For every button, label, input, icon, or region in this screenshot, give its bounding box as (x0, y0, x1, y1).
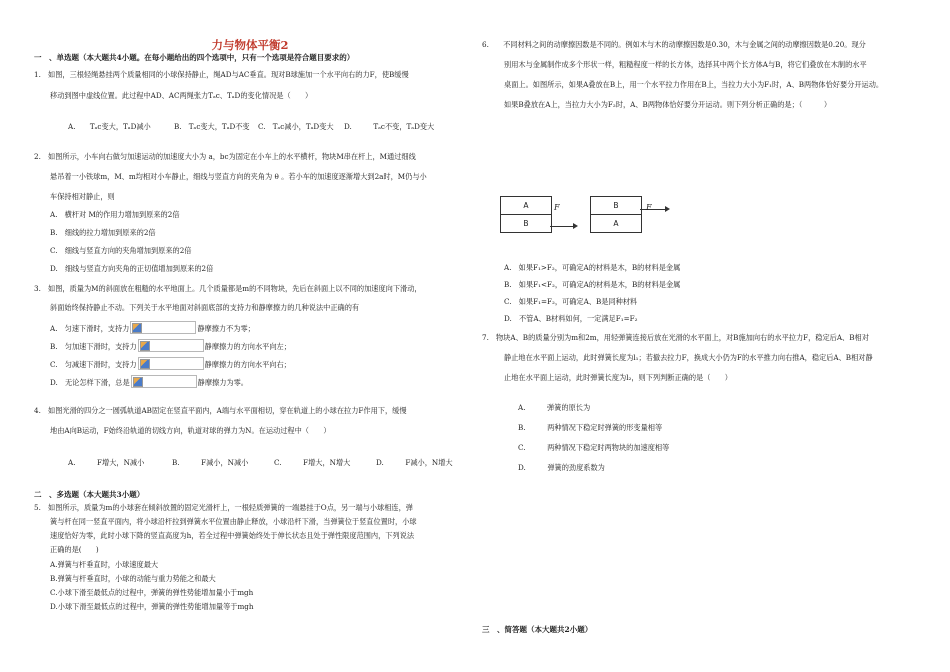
q7-line-3: 止地在水平面上运动，此时弹簧长度为l₂，则下列判断正确的是（ ） (504, 373, 732, 382)
q4-option-d: D. F减小，N增大 (376, 458, 453, 467)
q2-line-2: 悬吊着一小铁球m，M、m均相对小车静止，细线与竖直方向的夹角为 θ 。若小车的加速度逐渐增大到2a时，M仍与小 (50, 172, 427, 181)
q4-option-a: A. F增大，N减小 (68, 458, 145, 467)
q7-option-b: B. 两种情况下稳定时弹簧的形变量相等 (518, 423, 663, 432)
block-stack-right (590, 196, 642, 233)
q7-option-a: A. 弹簧的原长为 (518, 403, 591, 412)
q3-line-2: 斜面始终保持静止不动。下列关于水平地面对斜面底部的支持力和静摩擦力的几种说法中正确的有 (50, 303, 360, 312)
q6-option-c: C. 如果F₁=F₂，可确定A、B是同种材料 (504, 297, 638, 306)
q1-line-1: 1. 如图，三根轻绳悬挂两个质量相同的小球保持静止，绳AD与AC垂直。现对B球施加一个水平向右的力F，使B缓慢 (34, 70, 409, 79)
q2-line-1: 2. 如图所示，小车向右做匀加速运动的加速度大小为 a，bc为固定在小车上的水平横杆，物块M串在杆上，M通过细线 (34, 152, 416, 161)
q4-option-b: B. F减小，N减小 (172, 458, 249, 467)
q3-line-1: 3. 如图，质量为M的斜面放在粗糙的水平地面上。几个质量都是m的不同物块，先后在斜面上以不同的加速度向下滑动， (34, 284, 422, 293)
q2-line-3: 车保持相对静止，则 (50, 192, 115, 201)
q3-option-d: D. 无论怎样下滑，总是 静摩擦力为零。 (50, 375, 248, 388)
force-label: F (554, 203, 560, 212)
q7-line-1: 7. 物块A、B的质量分别为m和2m，用轻弹簧连接后放在光滑的水平面上，对B施加向右的水平拉力F，稳定后A、B相对 (482, 333, 869, 342)
q1-option-d: D. Tₐc不变，TₐD变大 (344, 122, 435, 131)
q3-option-b: B. 匀加速下滑时，支持力 静摩擦力的方向水平向左； (50, 339, 291, 352)
q4-line-1: 4. 如图光滑的四分之一圆弧轨道AB固定在竖直平面内，A端与水平面相切，穿在轨道上的小球在拉力F作用下，缓慢 (34, 406, 407, 415)
q6-line-1: 6. 不同材料之间的动摩擦因数是不同的。例如木与木的动摩擦因数是0.30，木与金属之间的动摩擦因数是0.20。现分 (482, 40, 866, 49)
q2-option-d: D. 细线与竖直方向夹角的正切值增加到原来的2倍 (50, 264, 214, 273)
broken-image-icon (138, 339, 204, 352)
q5-line-4: 正确的是( ) (50, 545, 99, 554)
q5-line-3: 速度恰好为零，此时小球下降的竖直高度为h，若全过程中弹簧始终处于伸长状态且处于弹性限度范围内，下列说法 (50, 531, 415, 540)
block-bottom: B (501, 214, 551, 232)
block-bottom: A (591, 214, 641, 232)
force-arrow (550, 226, 574, 227)
q6-line-2: 别用木与金属制作成多个形状一样，粗糙程度一样的长方体，选择其中两个长方体A与B，将它们叠放在木制的水平 (504, 60, 867, 69)
broken-image-icon (130, 321, 196, 334)
q5-option-d: D.小球下滑至最低点的过程中，弹簧的弹性势能增加量等于mgh (50, 602, 254, 611)
q1-option-b: B. Tₐc变大，TₐD不变 (174, 122, 250, 131)
q7-option-c: C. 两种情况下稳定时两物块的加速度相等 (518, 443, 670, 452)
q4-line-2: 地由A向B运动，F始终沿轨道的切线方向，轨道对球的弹力为N。在运动过程中（ ） (50, 426, 331, 435)
q5-option-b: B.弹簧与杆垂直时，小球的动能与重力势能之和最大 (50, 574, 216, 583)
q7-option-d: D. 弹簧的劲度系数为 (518, 463, 605, 472)
section-short-answer: 三 、简答题（本大题共2小题） (482, 625, 593, 634)
broken-image-icon (131, 375, 197, 388)
section-single-choice: 一 、单选题（本大题共4小题。在每小题给出的四个选项中，只有一个选项是符合题目要求的） (34, 53, 355, 62)
block-top: A (523, 201, 529, 210)
page-title: 力与物体平衡2 (211, 38, 289, 52)
q1-line-2: 移动到图中虚线位置。此过程中AD、AC两绳张力Tₐc、TₐD的变化情况是（ ） (50, 91, 313, 100)
q6-line-4: 如果B叠放在A上，当拉力大小为F₂时，A、B两物体恰好要分开运动。则下列分析正确的是；（ ） (504, 100, 832, 109)
q6-option-b: B. 如果F₁<F₂，可确定A的材料是木，B的材料是金属 (504, 280, 681, 289)
q3-option-a: A. 匀速下滑时，支持力 静摩擦力不为零； (50, 321, 255, 334)
q6-line-3: 桌面上。如图所示，如果A叠放在B上，用一个水平拉力作用在B上，当拉力大小为F₁时，A、B两物体恰好要分开运动。 (504, 80, 884, 89)
q6-option-d: D. 不管A、B材料如何，一定满足F₁=F₂ (504, 314, 638, 323)
q1-option-c: C. Tₐc减小，TₐD变大 (258, 122, 334, 131)
q7-line-2: 静止地在水平面上运动，此时弹簧长度为l₁；若撤去拉力F，换成大小仍为F的水平推力向右推A，稳定后A、B相对静 (504, 353, 873, 362)
q6-option-a: A. 如果F₁>F₂，可确定A的材料是木，B的材料是金属 (504, 263, 681, 272)
q5-line-2: 簧与杆在同一竖直平面内，将小球沿杆拉到弹簧水平位置由静止释放，小球沿杆下滑，当弹簧位于竖直位置时，小球 (50, 517, 417, 526)
q2-option-a: A. 横杆对 M的作用力增加到原来的2倍 (50, 210, 180, 219)
q5-line-1: 5. 如图所示，质量为m的小球套在倾斜放置的固定光滑杆上，一根轻质弹簧的一端悬挂于O点，另一端与小球相连，弹 (34, 503, 413, 512)
q3-option-c: C. 匀减速下滑时，支持力 静摩擦力的方向水平向右； (50, 357, 291, 370)
q5-option-a: A.弹簧与杆垂直时，小球速度最大 (50, 560, 159, 569)
block-stack-left (500, 196, 552, 233)
block-top: B (613, 201, 619, 210)
q1-option-a: A. Tₐc变大，TₐD减小 (68, 122, 151, 131)
q2-option-c: C. 细线与竖直方向的夹角增加到原来的2倍 (50, 246, 192, 255)
force-arrow (640, 209, 666, 210)
force-label: F (646, 203, 652, 212)
broken-image-icon (138, 357, 204, 370)
section-multiple-choice: 二 、多选题（本大题共3小题） (34, 490, 145, 499)
q2-option-b: B. 细线的拉力增加到原来的2倍 (50, 228, 156, 237)
q5-option-c: C.小球下滑至最低点的过程中，弹簧的弹性势能增加量小于mgh (50, 588, 254, 597)
q4-option-c: C. F增大，N增大 (274, 458, 351, 467)
